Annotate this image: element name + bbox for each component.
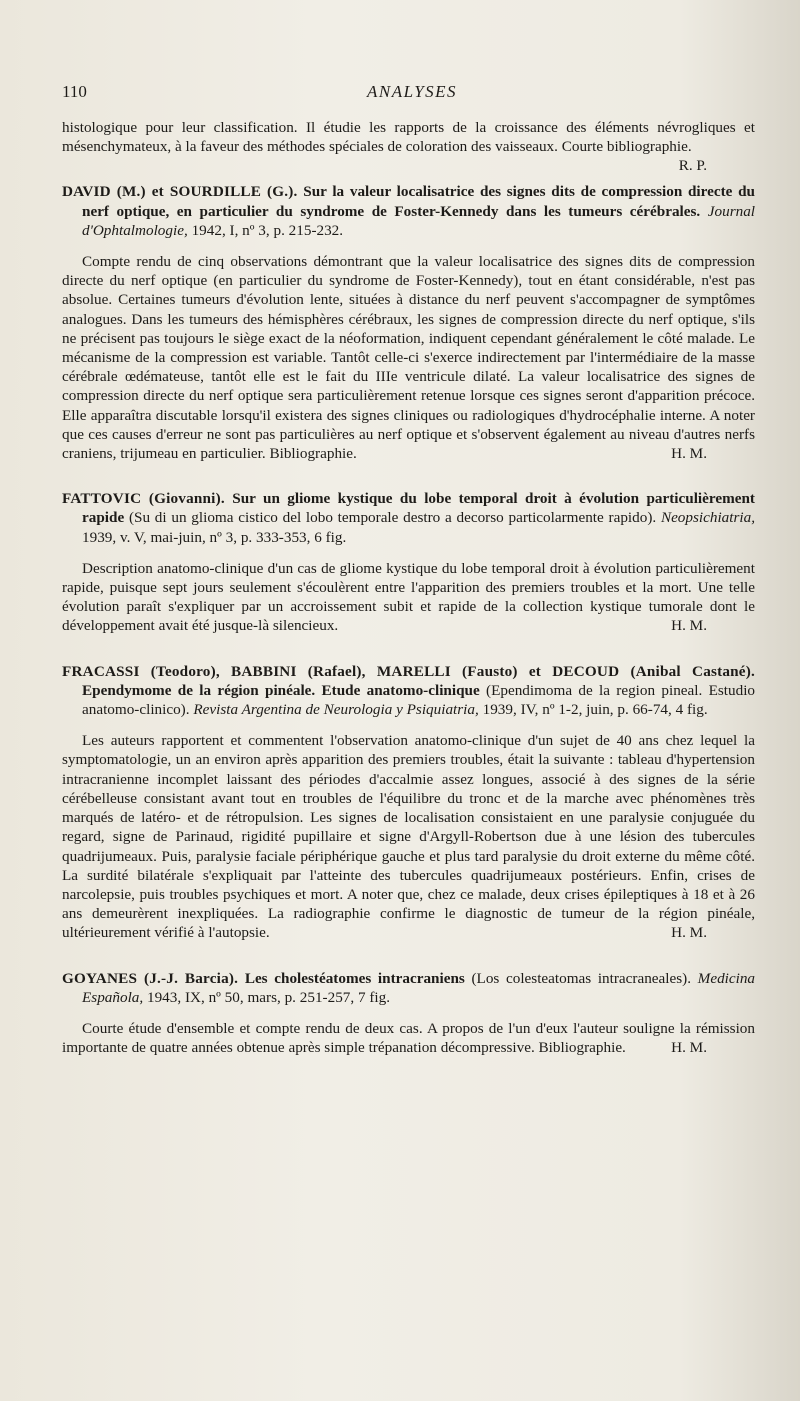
- article-title: Ependymome de la région pinéale. Etude anatomo-clinique: [82, 681, 480, 699]
- authors: GOYANES (J.-J. Barcia).: [62, 969, 239, 987]
- reference-details: 1943, IX, nº 50, mars, p. 251-257, 7 fig.: [146, 988, 391, 1006]
- reference-details: 1939, v. V, mai-juin, nº 3, p. 333-353, 6 fig.: [82, 528, 347, 546]
- abstract-text: Les auteurs rapportent et commentent l'observation anatomo-clinique d'un sujet de 40 ans chez lequel la symptomatologie, un an environ après apparition des premiers troubles, était la suivante : tableau d'hypertension intracranienne incomplet laissant des périodes d'accalmie assez longues, associé à des signes de la série cérébelleuse consistant avant tout en troubles de l'équilibre du tronc et de la marche avec phénomènes très marqués de latéro- et de rétropulsion. Les signes de localisation consistaient en une paralysie conjuguée du regard, signe de Parinaud, rigidité pupillaire et signe d'Argyll-Robertson due à une lésion des tubercules quadrijumeaux. Puis, paralysie faciale périphérique gauche et plus tard paralysie du droit externe du même côté. La surdité bilatérale s'expliquait par l'atteinte des tubercules quadrijumeaux postérieurs. Enfin, crises de narcolepsie, puis troubles psychiques et mort. A noter que, chez ce malade, deux crises épileptiques à 18 et à 26 ans demeurèrent inexpliquées. La radiographie confirme le diagnostic de tumeur de la région pinéale, ultérieurement vérifié à l'autopsie.: [62, 732, 755, 942]
- original-title: (Los colesteatomas intracraneales).: [471, 969, 691, 987]
- page-header: [62, 82, 762, 110]
- review-entry-david: [62, 182, 755, 463]
- page-content: [62, 118, 755, 1057]
- citation: [62, 662, 755, 720]
- reference-details: 1939, IV, nº 1-2, juin, p. 66-74, 4 fig.: [482, 701, 708, 719]
- article-title: Sur un gliome kystique du lobe temporal droit à évolution particulièrement rapide: [82, 490, 755, 527]
- review-entry-fracassi: [62, 662, 755, 943]
- review-entry-goyanes: [62, 969, 755, 1058]
- authors: FATTOVIC (Giovanni).: [62, 490, 225, 508]
- abstract: [62, 1019, 755, 1057]
- running-head: ANALYSES: [366, 82, 458, 101]
- abstract-text: Description anatomo-clinique d'un cas de gliome kystique du lobe temporal droit à évolution particulièrement rapide, puisque sept jours seulement s'écoulèrent entre l'apparition des premiers troubles et la mort. Une telle évolution paraît s'expliquer par un accroissement subit et rapide de la collection kystique tumorale dont le développement avait été jusque-là silencieux.: [62, 559, 755, 635]
- authors: DAVID (M.) et SOURDILLE (G.).: [62, 183, 298, 201]
- journal-name: Journal d'Ophtalmologie,: [82, 202, 756, 239]
- journal-name: Neopsichiatria,: [660, 509, 756, 527]
- journal-name: Medicina Española,: [82, 969, 756, 1006]
- abstract: [62, 559, 755, 636]
- original-title: (Ependimoma de la region pineal. Estudio anatomo-clinico).: [82, 681, 756, 719]
- page-number: 110: [62, 82, 87, 101]
- reviewer-initials: H. M.: [671, 445, 707, 463]
- citation: [62, 182, 755, 240]
- continued-paragraph: [62, 118, 755, 175]
- article-title: Les cholestéatomes intracraniens: [244, 969, 465, 987]
- abstract-text: Compte rendu de cinq observations démontrant que la valeur localisatrice des signes dits de compression directe du nerf optique (en particulier du syndrome de Foster-Kennedy), tout en étant considérable, n'est pas absolue. Certaines tumeurs d'évolution lente, situées à distance du nerf peuvent s'accompagner de symptômes analogues. Dans les tumeurs des hémisphères cérébraux, les signes de compression directe du nerf optique, s'ils ne précisent pas toujours le siège exact de la néoformation, indiquent cependant généralement le côté malade. Le mécanisme de la compression est variable. Tantôt celle-ci s'exerce indirectement par l'intermédiaire de la masse cérébrale œdémateuse, tantôt elle est le fait du IIIe ventricule dilaté. La valeur localisatrice des signes de compression directe du nerf optique sera particulièrement retenue lorsque ces signes seront d'apparition précoce. Elle apparaîtra discutable lorsqu'il existera des signes cliniques ou radiologiques d'hydrocéphalie interne. A noter que ces causes d'erreur ne sont pas particulières au nerf optique et s'observent également au niveau d'autres nerfs craniens, trijumeau en particulier. Bibliographie.: [62, 253, 755, 463]
- authors: FRACASSI (Teodoro), BABBINI (Rafael), MARELLI (Fausto) et DECOUD (Anibal Castané).: [62, 662, 755, 680]
- journal-name: Revista Argentina de Neurologia y Psiquiatria,: [193, 701, 479, 719]
- intro-text: histologique pour leur classification. Il étudie les rapports de la croissance des éléments névrogliques et mésenchymateux, à la faveur des méthodes spéciales de coloration des vaisseaux. Courte bibliographie.: [62, 119, 755, 156]
- original-title: (Su di un glioma cistico del lobo temporale destro a decorso particolarmente rapido).: [128, 509, 657, 527]
- reviewer-initials: H. M.: [671, 1039, 707, 1057]
- reviewer-initials: H. M.: [671, 924, 707, 942]
- article-title: Sur la valeur localisatrice des signes dits de compression directe du nerf optique, en particulier du syndrome de Foster-Kennedy dans les tumeurs cérébrales.: [82, 183, 756, 220]
- abstract: [62, 731, 755, 942]
- abstract: [62, 252, 755, 463]
- citation: [62, 969, 755, 1007]
- reference-details: 1942, I, nº 3, p. 215-232.: [191, 221, 344, 239]
- reviewer-initials: R. P.: [678, 157, 707, 175]
- reviewer-initials: H. M.: [671, 617, 707, 635]
- citation: [62, 489, 755, 547]
- abstract-text: Courte étude d'ensemble et compte rendu de deux cas. A propos de l'un d'eux l'auteur souligne la rémission importante de quatre années obtenue après simple trépanation décompressive. Bibliographie.: [62, 1019, 755, 1057]
- review-entry-fattovic: [62, 489, 755, 635]
